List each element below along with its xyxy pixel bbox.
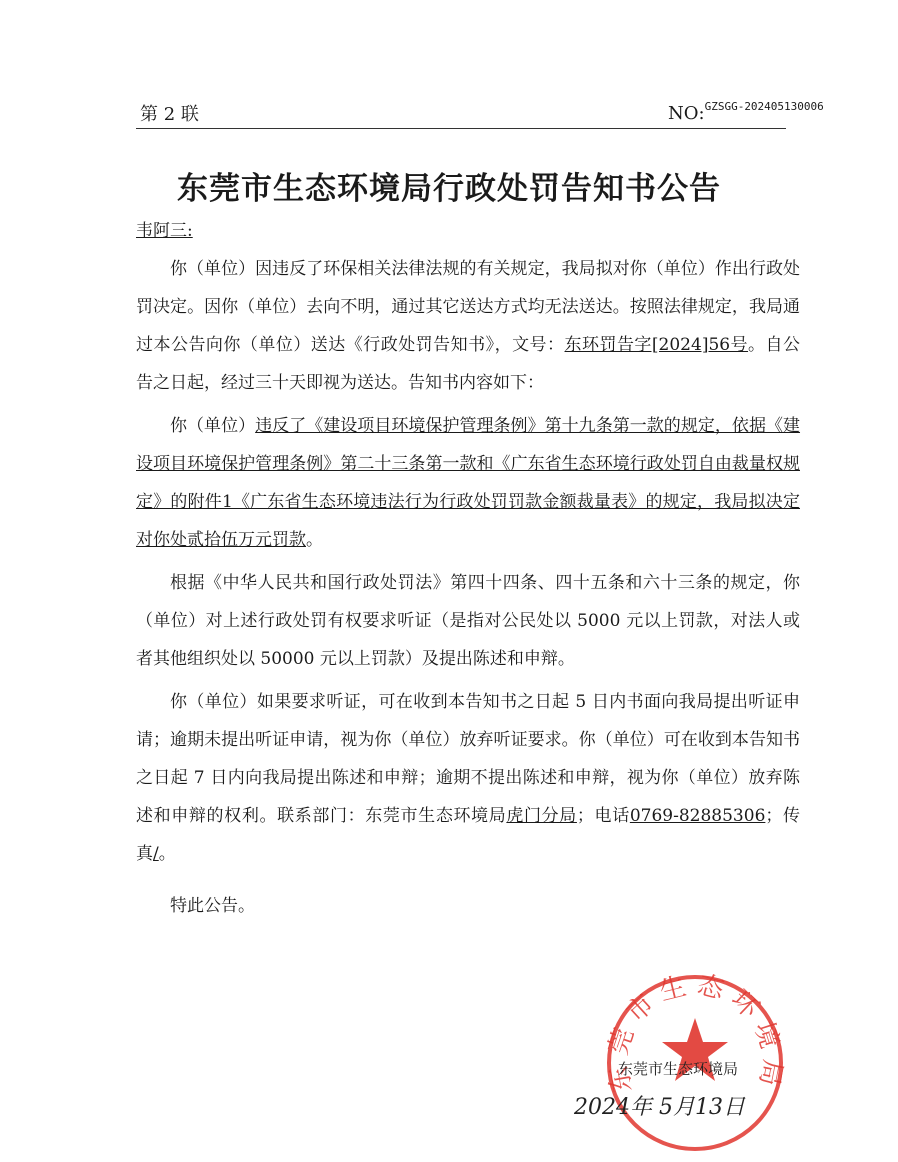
document-number (668, 100, 824, 124)
closing-text: 特此公告。 (170, 896, 255, 916)
copy-number-label: 第 2 联 (140, 104, 199, 125)
header-divider (136, 128, 786, 129)
paragraph-delivery: 你（单位）因违反了环保相关法律法规的有关规定，我局拟对你（单位）作出行政处罚决定。因你（单位）去向不明，通过其它送达方式均无法送达。按照法律规定，我局通过本公告向你（单位）送达《行政处罚告知书》，文号：东环罚告字[2024]56号。自公告之日起，经过三十天即视为送达。告知书内容如下： (136, 259, 801, 393)
contact-fax: / (153, 844, 159, 864)
violation-text: 违反了《建设项目环境保护管理条例》第十九条第一款的规定，依据《建设项目环境保护管理条例》第二十三条第一款和《广东省生态环境行政处罚自由裁量权规定》的附件1《广东省生态环境违法行为行政处罚罚款金额裁量表》的规定，我局拟决定对你处贰拾伍万元罚款 (136, 416, 801, 550)
paragraph-rights: 根据《中华人民共和国行政处罚法》第四十四条、四十五条和六十三条的规定，你（单位）对上述行政处罚有权要求听证（是指对公民处以 5000 元以上罚款，对法人或者其他组织处以 50000 元以上罚款）及提出陈述和申辩。 (136, 573, 800, 669)
issuer-name: 东莞市生态环境局 (618, 1060, 739, 1078)
notice-body (136, 250, 800, 930)
document-reference: 东环罚告字[2024]56号 (564, 335, 749, 355)
contact-phone: 0769-82885306 (629, 806, 766, 826)
document-number-prefix: NO: (668, 103, 705, 124)
paragraph-violation: 你（单位）违反了《建设项目环境保护管理条例》第十九条第一款的规定，依据《建设项目环境保护管理条例》第二十三条第一款和《广东省生态环境行政处罚自由裁量权规定》的附件1《广东省生态环境违法行为行政处罚罚款金额裁量表》的规定，我局拟决定对你处贰拾伍万元罚款。 (136, 416, 801, 550)
handwritten-date: 2024年 5月13日 (574, 1095, 745, 1120)
paragraph-hearing: 你（单位）如果要求听证，可在收到本告知书之日起 5 日内书面向我局提出听证申请；逾期未提出听证申请，视为你（单位）放弃听证要求。你（单位）可在收到本告知书之日起 7 日内向我局提出陈述和申辩；逾期不提出陈述和申辩，视为你（单位）放弃陈述和申辩的权利。联系部门：东莞市生态环境局虎门分局；电话0769-82885306；传真/。 (136, 692, 801, 864)
svg-text:东莞市生态环境局: 东莞市生态环境局 (602, 969, 788, 1097)
notice-title: 东莞市生态环境局行政处罚告知书公告 (177, 171, 721, 207)
contact-department: 虎门分局 (506, 806, 577, 826)
document-number-value: GZSGG-202405130006 (704, 100, 824, 113)
addressee: 韦阿三: (136, 221, 193, 241)
